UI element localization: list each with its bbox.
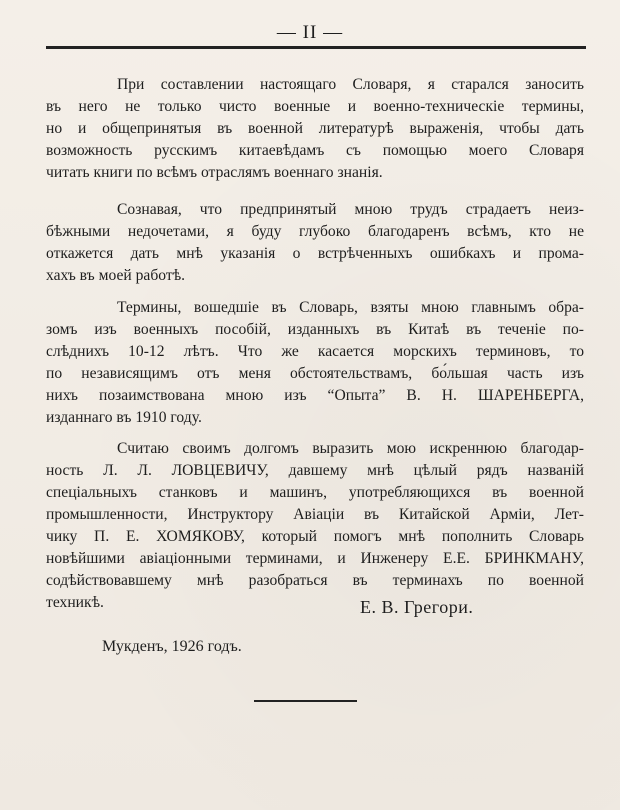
- paragraph-line: При составлении настоящаго Словаря, я старался заносить: [117, 76, 584, 93]
- paragraph-line: содѣйствовавшему мнѣ разобраться въ терминахъ по военной: [46, 572, 584, 589]
- paragraph-line: зомъ изъ военныхъ пособій, изданныхъ въ Китаѣ въ теченіе по-: [46, 321, 584, 338]
- paragraph-line: по независящимъ отъ меня обстоятельствамъ, бо́льшая часть изъ: [46, 365, 584, 382]
- paragraph-line: ность Л. Л. ЛОВЦЕВИЧУ, давшему мнѣ цѣлый рядъ названій: [46, 462, 584, 479]
- paragraph-line: спеціальныхъ станковъ и машинъ, употребляющихся въ военной: [46, 484, 584, 501]
- paragraph-line: Термины, вошедшіе въ Словарь, взяты мною главнымъ обра-: [117, 299, 584, 316]
- paragraph-line: слѣднихъ 10-12 лѣтъ. Что же касается морскихъ терминовъ, то: [46, 343, 584, 360]
- paragraph-line: въ него не только чисто военные и военно-техническіе термины,: [46, 98, 584, 115]
- place-date: Мукденъ, 1926 годъ.: [102, 638, 242, 655]
- paragraph-line: изданнаго въ 1910 году.: [46, 409, 202, 426]
- paragraph-line: но и общепринятыя въ военной литературѣ выраженія, чтобы дать: [46, 120, 584, 137]
- paragraph-line: техникѣ.: [46, 594, 104, 611]
- paragraph-line: хахъ въ моей работѣ.: [46, 267, 186, 284]
- paragraph-line: промышленности, Инструктору Авіаціи въ Китайской Арміи, Лет-: [46, 506, 584, 523]
- paragraph-line: чику П. Е. ХОМЯКОВУ, который помогъ мнѣ пополнить Словарь: [46, 528, 584, 545]
- page-number: — II —: [276, 22, 344, 43]
- paragraph-line: нихъ позаимствована мною изъ “Опыта” В. Н. ШАРЕНБЕРГА,: [46, 387, 584, 404]
- author-signature: Е. В. Грегори.: [360, 597, 474, 617]
- paragraph-line: новѣйшими авіаціонными терминами, и Инженеру Е.Е. БРИНКМАНУ,: [46, 550, 584, 567]
- paragraph-line: читать книги по всѣмъ отраслямъ военнаго знанія.: [46, 164, 383, 181]
- paragraph-line: Считаю своимъ долгомъ выразить мою искреннюю благодар-: [117, 440, 584, 457]
- paragraph-line: Сознавая, что предпринятый мною трудъ страдаетъ неиз-: [117, 201, 584, 218]
- footer-rule: [254, 700, 357, 702]
- paragraph-line: откажется дать мнѣ указанія о встрѣченныхъ ошибкахъ и прома-: [46, 245, 584, 262]
- paragraph-line: возможность русскимъ китаевѣдамъ съ помощью моего Словаря: [46, 142, 584, 159]
- paragraph-line: бѣжными недочетами, я буду глубоко благодаренъ всѣмъ, кто не: [46, 223, 584, 240]
- header-rule: [46, 46, 586, 49]
